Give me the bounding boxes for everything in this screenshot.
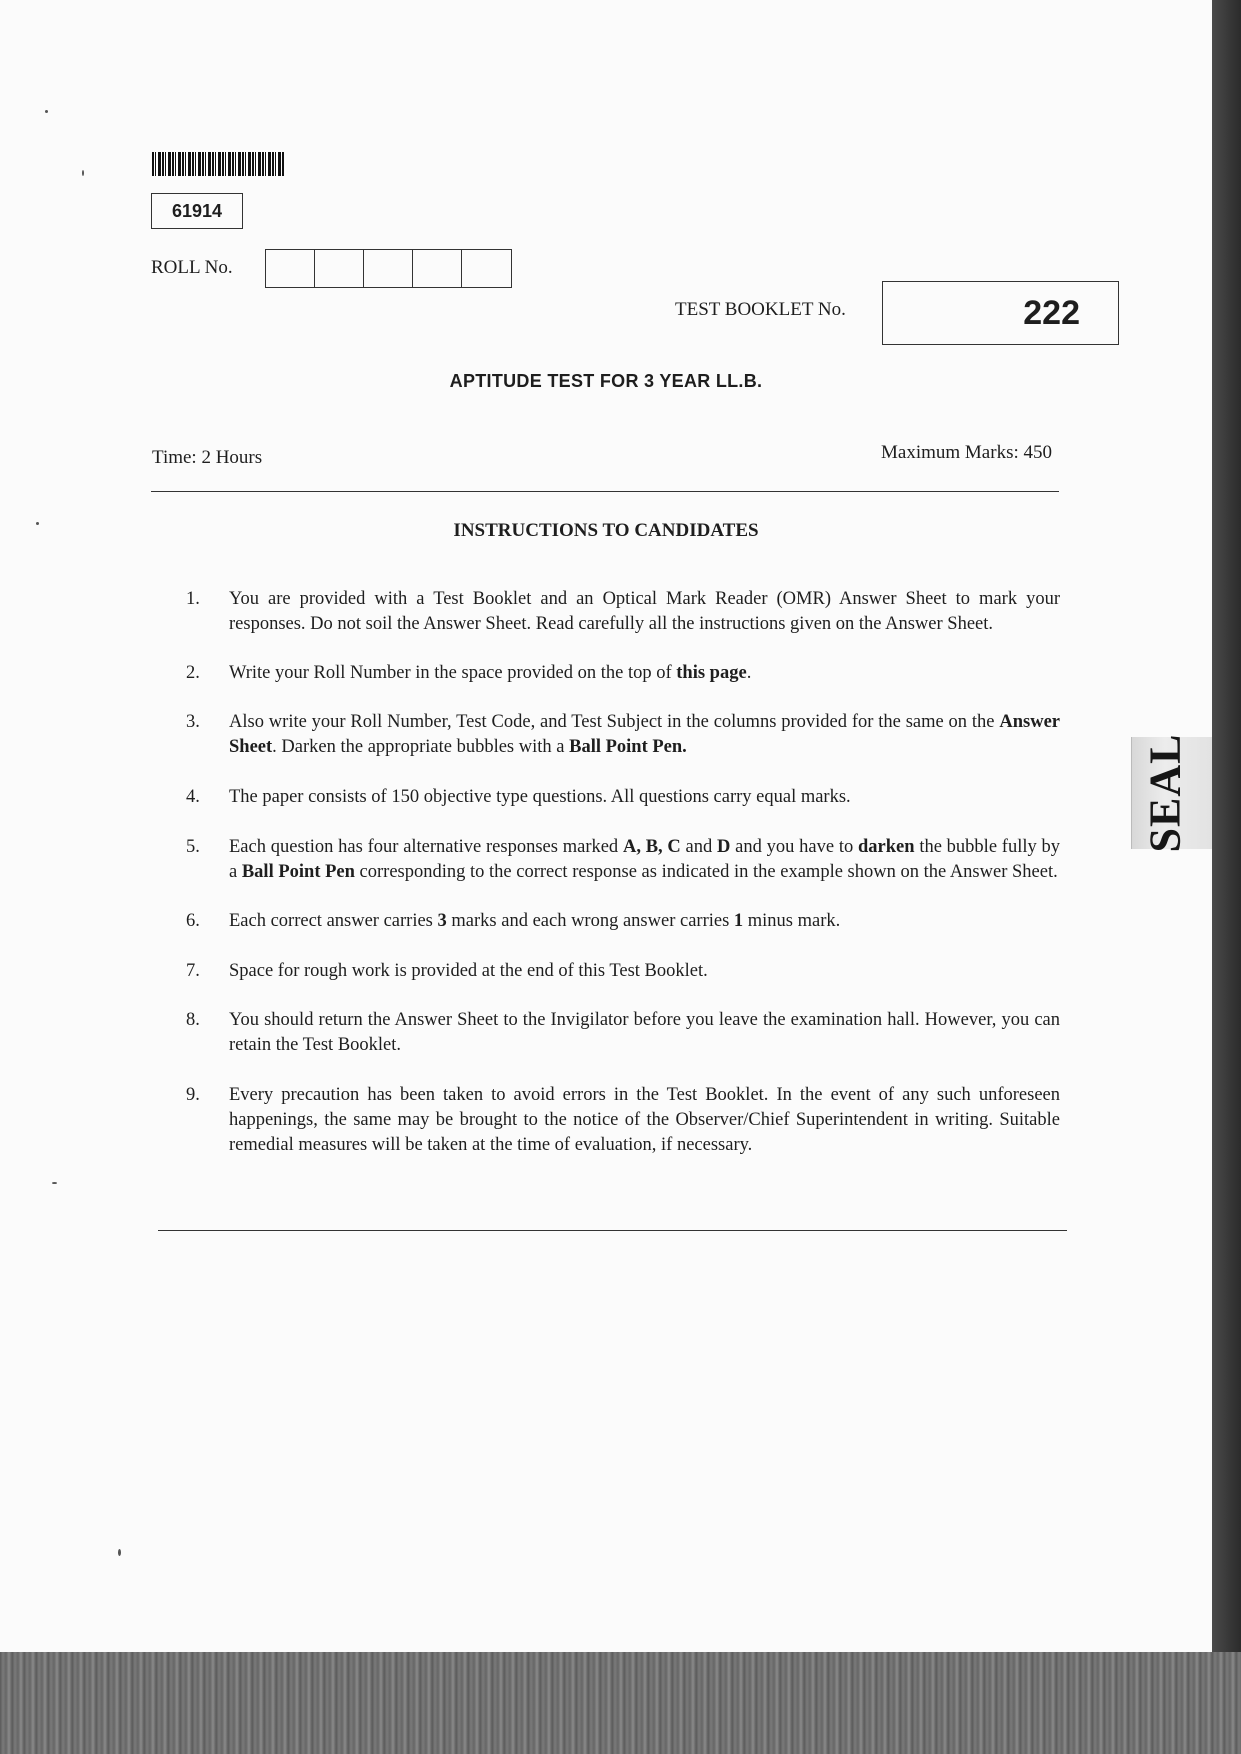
- roll-number-label: ROLL No.: [151, 257, 233, 278]
- instruction-item: [186, 785, 1060, 810]
- divider-top: [151, 491, 1059, 492]
- instruction-item: [186, 909, 1060, 934]
- instructions-list: [186, 587, 1060, 1158]
- instruction-item: [186, 710, 1060, 760]
- page-title-text: APTITUDE TEST FOR 3 YEAR LL.B.: [449, 371, 763, 391]
- roll-digit-box[interactable]: [462, 250, 511, 287]
- test-booklet-label: TEST BOOKLET No.: [675, 299, 846, 320]
- scan-speck: [36, 522, 39, 525]
- instruction-item: [186, 1083, 1060, 1158]
- instruction-text: Space for rough work is provided at the end of this Test Booklet.: [229, 961, 708, 981]
- scan-speck: [52, 1182, 57, 1184]
- instruction-text: Each question has four alternative responses marked A, B, C and D and you have to darken the bubble fully by a Ball Point Pen corresponding to the correct response as indicated in the example shown on the Answer Sheet.: [229, 837, 1061, 882]
- instructions-heading: INSTRUCTIONS TO CANDIDATES: [453, 520, 759, 541]
- instruction-text: Every precaution has been taken to avoid errors in the Test Booklet. In the event of any such unforeseen happenings, the same may be brought to the notice of the Observer/Chief Superintendent in writing. Suitable remedial measures will be taken at the time of evaluation, if necessary.: [229, 1085, 1060, 1155]
- barcode: [152, 152, 284, 176]
- roll-digit-box[interactable]: [315, 250, 364, 287]
- instruction-text: You should return the Answer Sheet to the Invigilator before you leave the examination hall. However, you can retain the Test Booklet.: [229, 1010, 1060, 1055]
- instruction-number: 1.: [186, 589, 200, 609]
- instruction-number: 2.: [186, 663, 200, 683]
- scan-speck: [45, 110, 48, 113]
- instruction-text: The paper consists of 150 objective type questions. All questions carry equal marks.: [229, 787, 851, 807]
- booklet-code-box: 61914: [151, 193, 243, 229]
- seal-label: SEAL: [1140, 733, 1190, 853]
- instruction-text: Write your Roll Number in the space provided on the top of this page.: [229, 663, 752, 683]
- instruction-text: You are provided with a Test Booklet and an Optical Mark Reader (OMR) Answer Sheet to mark your responses. Do not soil the Answer Sheet. Read carefully all the instructions given on the Answer Sheet.: [229, 589, 1060, 634]
- instruction-item: [186, 835, 1060, 885]
- instruction-number: 7.: [186, 961, 200, 981]
- instruction-item: [186, 1008, 1060, 1058]
- instruction-number: 9.: [186, 1085, 200, 1105]
- scan-speck: [82, 170, 84, 176]
- maximum-marks: Maximum Marks: 450: [881, 442, 1052, 463]
- test-booklet-number: 222: [882, 281, 1119, 345]
- instruction-text: Each correct answer carries 3 marks and each wrong answer carries 1 minus mark.: [229, 911, 841, 931]
- page-title: [0, 371, 1212, 392]
- instruction-number: 4.: [186, 787, 200, 807]
- time-allowed: Time: 2 Hours: [152, 447, 263, 468]
- divider-bottom: [158, 1230, 1067, 1231]
- scan-bottom-edge: [0, 1652, 1241, 1754]
- scan-speck: [118, 1549, 121, 1556]
- instruction-item: [186, 587, 1060, 637]
- instruction-item: [186, 959, 1060, 984]
- instruction-number: 8.: [186, 1010, 200, 1030]
- roll-number-boxes[interactable]: [265, 249, 512, 288]
- roll-digit-box[interactable]: [413, 250, 462, 287]
- scan-edge: [1212, 0, 1241, 1754]
- roll-digit-box[interactable]: [266, 250, 315, 287]
- instruction-text: Also write your Roll Number, Test Code, and Test Subject in the columns provided for the same on the Answer Sheet. Darken the appropriate bubbles with a Ball Point Pen.: [229, 712, 1060, 757]
- instruction-number: 5.: [186, 837, 200, 857]
- roll-digit-box[interactable]: [364, 250, 413, 287]
- instruction-number: 3.: [186, 712, 200, 732]
- instruction-number: 6.: [186, 911, 200, 931]
- instruction-item: [186, 661, 1060, 686]
